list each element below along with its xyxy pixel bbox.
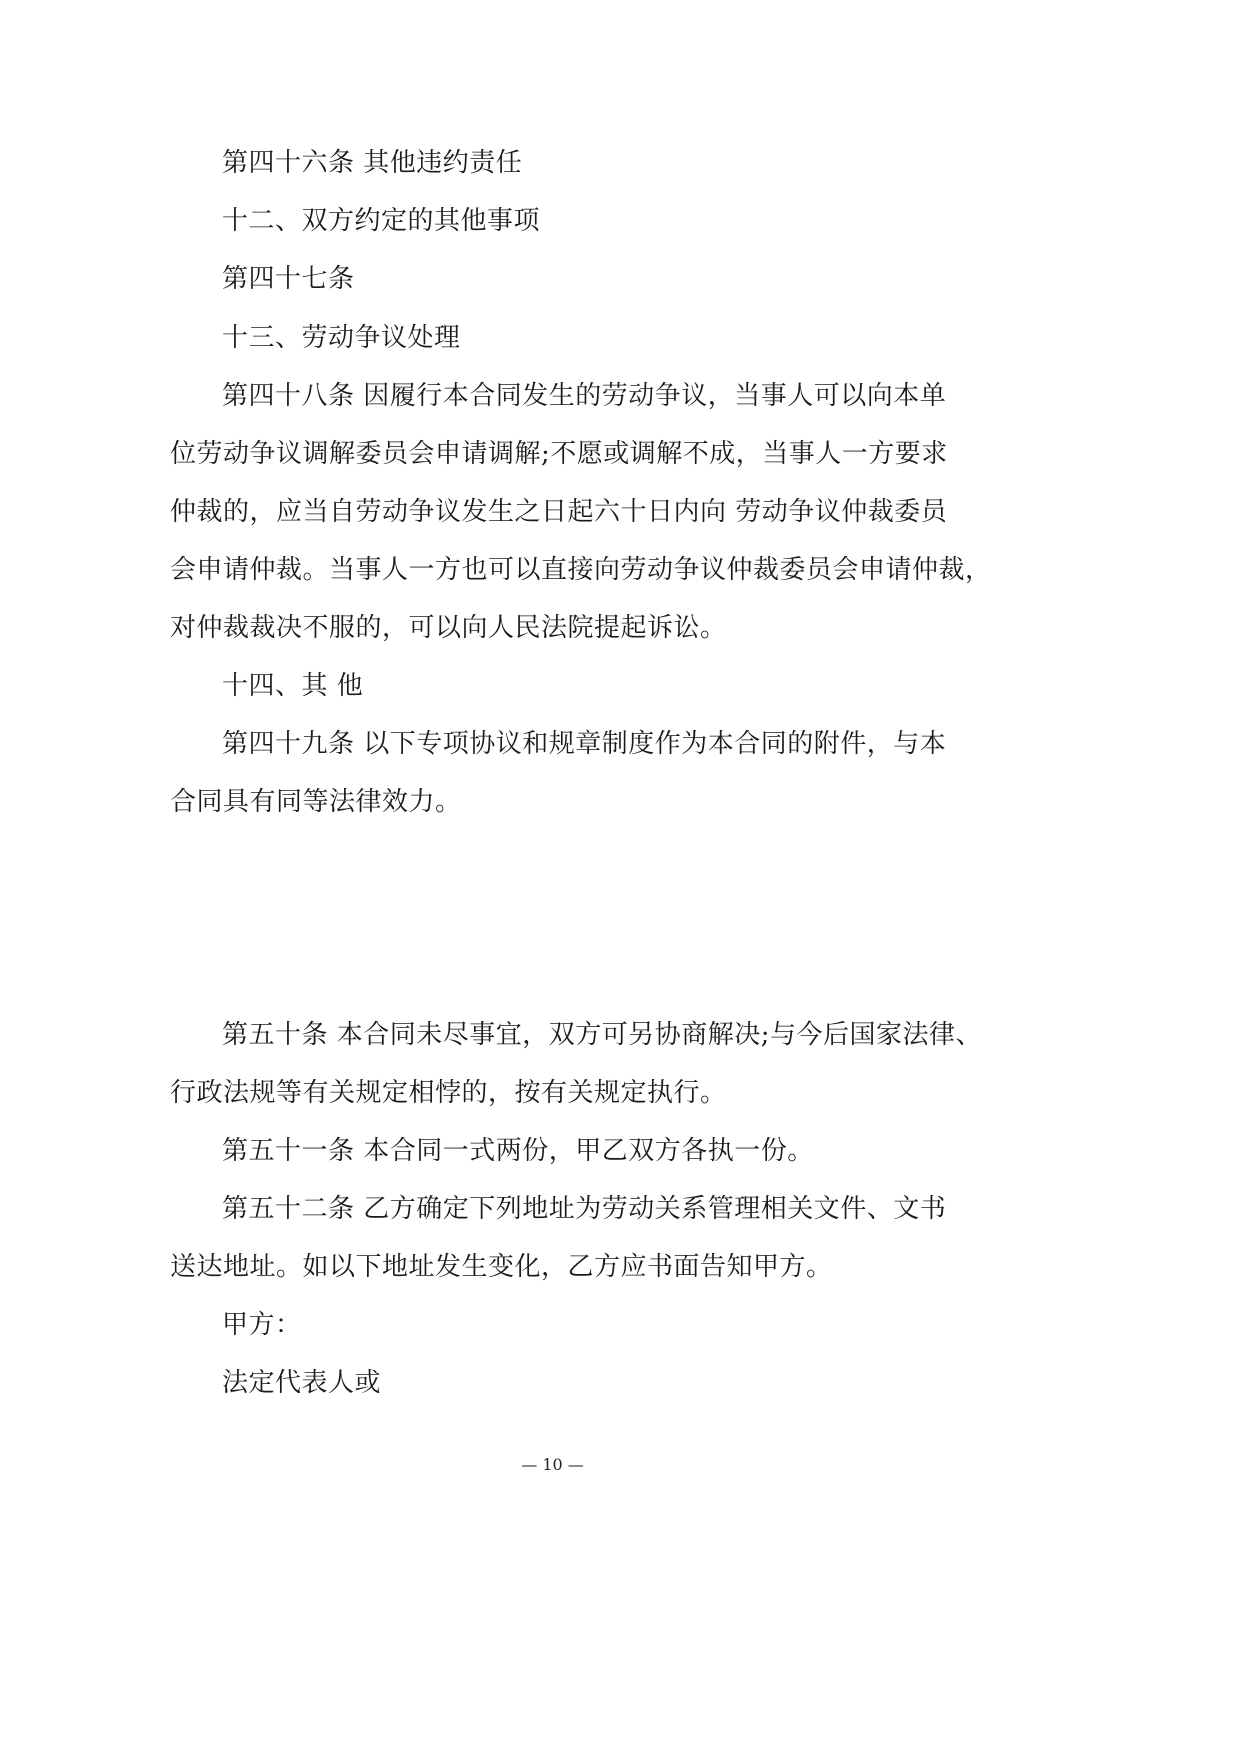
article-50-line-2: 行政法规等有关规定相悖的，按有关规定执行。 [170,1078,727,1108]
legal-representative-label: 法定代表人或 [222,1368,382,1398]
article-51: 第五十一条 本合同一式两份，甲乙双方各执一份。 [222,1136,814,1166]
article-48-line-4: 会申请仲裁。当事人一方也可以直接向劳动争议仲裁委员会申请仲裁， [170,555,992,585]
section-12-heading: 十二、双方约定的其他事项 [222,206,541,236]
article-48-line-3: 仲裁的，应当自劳动争议发生之日起六十日内向 劳动争议仲裁委员 [170,497,948,527]
article-52-line-2: 送达地址。如以下地址发生变化，乙方应书面告知甲方。 [170,1252,833,1282]
article-49-line-2: 合同具有同等法律效力。 [170,787,462,817]
article-48-line-1: 第四十八条 因履行本合同发生的劳动争议，当事人可以向本单 [222,381,947,411]
article-50-line-1: 第五十条 本合同未尽事宜，双方可另协商解决;与今后国家法律、 [222,1020,983,1050]
article-47-heading: 第四十七条 [222,264,355,294]
section-13-heading: 十三、劳动争议处理 [222,323,461,353]
article-49-line-1: 第四十九条 以下专项协议和规章制度作为本合同的附件，与本 [222,729,947,759]
party-a-label: 甲方： [222,1310,302,1340]
section-14-heading: 十四、其 他 [222,671,364,701]
article-48-line-2: 位劳动争议调解委员会申请调解;不愿或调解不成，当事人一方要求 [170,439,948,469]
page-number: — 10 — [521,1455,584,1474]
article-46-heading: 第四十六条 其他违约责任 [222,148,523,178]
article-52-line-1: 第五十二条 乙方确定下列地址为劳动关系管理相关文件、文书 [222,1194,947,1224]
article-48-line-5: 对仲裁裁决不服的，可以向人民法院提起诉讼。 [170,613,727,643]
